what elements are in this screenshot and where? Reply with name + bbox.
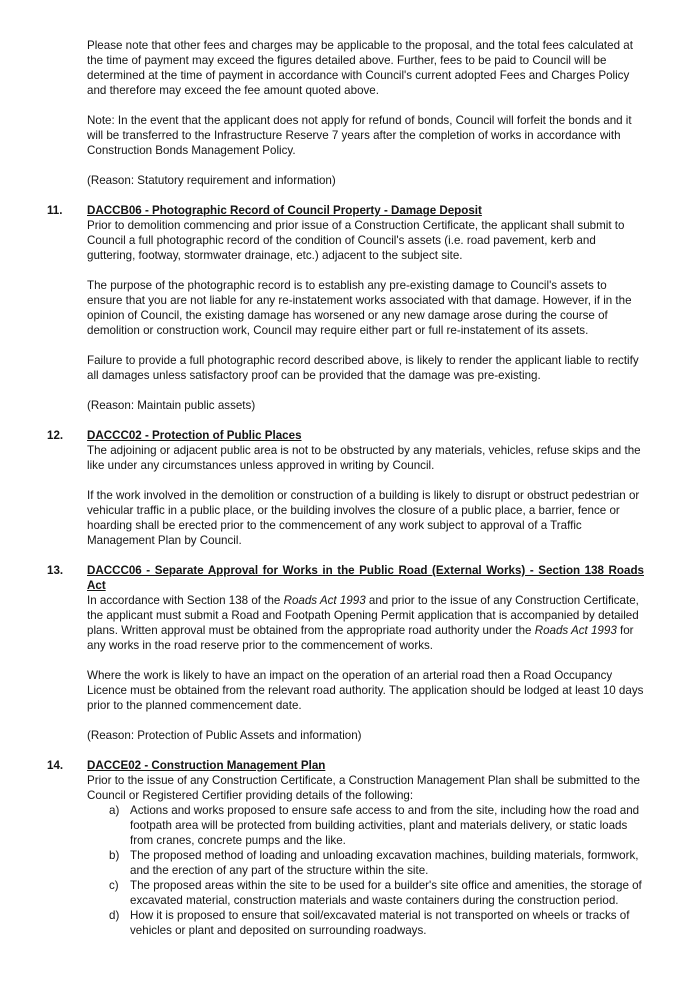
- condition-reason: (Reason: Maintain public assets): [87, 399, 256, 412]
- document-page: [0, 38, 682, 953]
- list-item-label: d): [109, 909, 120, 922]
- condition-number: 14.: [47, 759, 64, 772]
- condition-paragraph: The purpose of the photographic record is to establish any pre-existing damage to Council's assets to ensure that you are not liable for any re-instatement works associated with that damage. However, if in the opinion of Council, the existing damage has worsened or any new damage arose during the course of demolition or construction work, Council may require either part or full re-instatement of its assets.: [87, 279, 632, 337]
- list-item-text: The proposed method of loading and unloading excavation machines, building materials, formwork, and the erection of any part of the structure within the site.: [130, 849, 639, 877]
- list-item-label: b): [109, 849, 120, 862]
- condition-number: 13.: [47, 564, 64, 577]
- list-item-label: a): [109, 804, 120, 817]
- condition-paragraph: In accordance with Section 138 of the Roads Act 1993 and prior to the issue of any Construction Certificate, the applicant must submit a Road and Footpath Opening Permit application that is accompanied by detailed plans. Written approval must be obtained from the appropriate road authority under the Roads Act 1993 for any works in the road reserve prior to the commencement of works.: [87, 594, 639, 652]
- list-item-text: Actions and works proposed to ensure safe access to and from the site, including how the road and footpath area will be protected from building activities, plant and materials delivery, or static loads from cranes, concrete pumps and the like.: [130, 804, 640, 847]
- condition-11: [0, 203, 682, 413]
- condition-title: DACCC02 - Protection of Public Places: [87, 429, 302, 442]
- condition-title: DACCE02 - Construction Management Plan: [87, 759, 326, 772]
- list-item: [109, 848, 644, 878]
- condition-body: [87, 593, 644, 743]
- reason-statutory: (Reason: Statutory requirement and information): [87, 174, 336, 187]
- bonds-note-paragraph: Note: In the event that the applicant does not apply for refund of bonds, Council will forfeit the bonds and it will be transferred to the Infrastructure Reserve 7 years after the completion of works in accordance with Construction Bonds Management Policy.: [87, 114, 632, 157]
- condition-number: 12.: [47, 429, 64, 442]
- list-item: [109, 908, 644, 938]
- list-item: [109, 803, 644, 848]
- condition-paragraph: Prior to the issue of any Construction Certificate, a Construction Management Plan shall be submitted to the Council or Registered Certifier providing details of the following:: [87, 774, 640, 802]
- condition-paragraph: If the work involved in the demolition or construction of a building is likely to disrupt or obstruct pedestrian or vehicular traffic in a public place, or the building involves the closure of a public place, a barrier, fence or hoarding shall be erected prior to the commencement of any work subject to approval of a Traffic Management Plan by Council.: [87, 489, 640, 547]
- condition-title: DACCB06 - Photographic Record of Council Property - Damage Deposit: [87, 204, 482, 217]
- condition-reason: (Reason: Protection of Public Assets and information): [87, 729, 362, 742]
- condition-paragraph: The adjoining or adjacent public area is not to be obstructed by any materials, vehicles, refuse skips and the like under any circumstances unless approved in writing by Council.: [87, 444, 641, 472]
- list-item: [109, 878, 644, 908]
- condition-paragraph: Where the work is likely to have an impact on the operation of an arterial road then a Road Occupancy Licence must be obtained from the relevant road authority. The application should be lodged at least 10 days prior to the planned commencement date.: [87, 669, 644, 712]
- condition-12: [0, 428, 682, 548]
- condition-title: DACCC06 - Separate Approval for Works in the Public Road (External Works) - Section 138 Roads Act: [87, 564, 644, 592]
- list-item-label: c): [109, 879, 119, 892]
- condition-body: [87, 443, 644, 548]
- condition-14: [0, 758, 682, 938]
- condition-number: 11.: [47, 204, 63, 217]
- condition-13: [0, 563, 682, 743]
- requirements-list: [109, 803, 644, 938]
- list-item-text: The proposed areas within the site to be used for a builder's site office and amenities, the storage of excavated material, construction materials and waste containers during the construction period.: [130, 879, 642, 907]
- fees-note-paragraph: Please note that other fees and charges may be applicable to the proposal, and the total fees calculated at the time of payment may exceed the figures detailed above. Further, fees to be paid to Council will be determined at the time of payment in accordance with Council's current adopted Fees and Charges Policy and therefore may exceed the fee amount quoted above.: [87, 39, 633, 97]
- condition-paragraph: Prior to demolition commencing and prior issue of a Construction Certificate, the applicant shall submit to Council a full photographic record of the condition of Council's assets (i.e. road pavement, kerb and guttering, footway, stormwater drainage, etc.) adjacent to the subject site.: [87, 219, 625, 262]
- condition-paragraph: Failure to provide a full photographic record described above, is likely to render the applicant liable to rectify all damages unless satisfactory proof can be provided that the damage was pre-existing.: [87, 354, 639, 382]
- act-name: Roads Act 1993: [534, 624, 617, 637]
- list-item-text: How it is proposed to ensure that soil/excavated material is not transported on wheels or tracks of vehicles or plant and deposited on surrounding roadways.: [130, 909, 630, 937]
- condition-body: [87, 773, 644, 938]
- condition-body: [87, 218, 644, 413]
- act-name: Roads Act 1993: [283, 594, 366, 607]
